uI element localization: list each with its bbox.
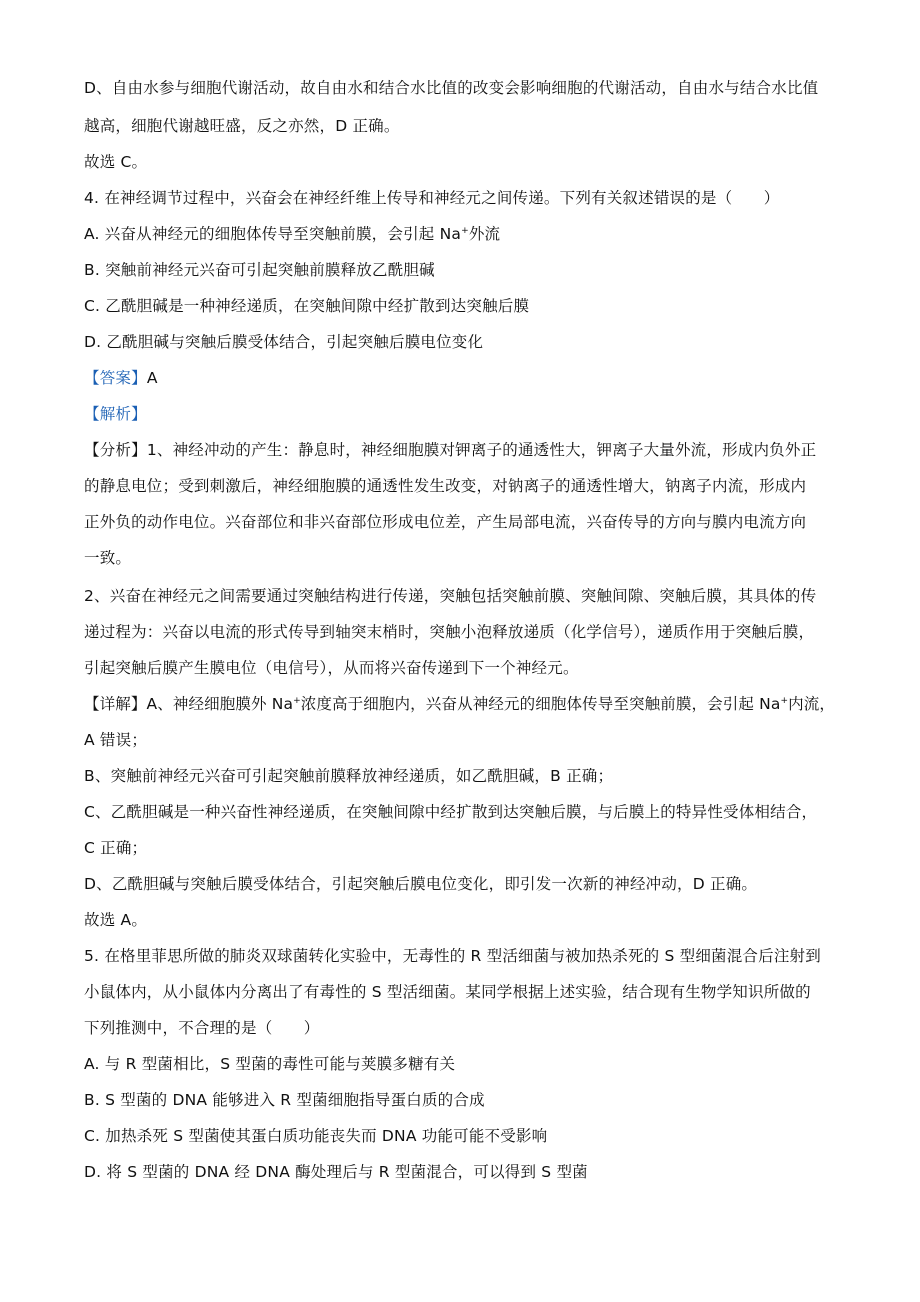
- answer-value: A: [146, 369, 158, 387]
- xiangjie-a-sup2: +: [780, 696, 789, 706]
- answer-label: 【答案】: [84, 369, 147, 387]
- q3-option-d-explanation-line1: D、自由水参与细胞代谢活动，故自由水和结合水比值的改变会影响细胞的代谢活动，自由水与结合水比值: [84, 79, 819, 97]
- q5-option-c: C. 加热杀死 S 型菌使其蛋白质功能丧失而 DNA 功能可能不受影响: [84, 1127, 548, 1145]
- xiangjie-c-line2: C 正确；: [84, 839, 148, 857]
- q4-conclusion: 故选 A。: [84, 911, 148, 929]
- q5-option-a: A. 与 R 型菌相比，S 型菌的毒性可能与荚膜多糖有关: [84, 1055, 456, 1073]
- q5-stem-line3: 下列推测中，不合理的是（ ）: [84, 1019, 320, 1037]
- q3-option-d-explanation-line2: 越高，细胞代谢越旺盛，反之亦然，D 正确。: [84, 117, 400, 135]
- fenxi-label: 【分析】: [84, 441, 147, 459]
- q4-option-a: [84, 224, 844, 244]
- fenxi-p1-line1: 1、神经冲动的产生：静息时，神经细胞膜对钾离子的通透性大，钾离子大量外流，形成内负外正: [146, 441, 817, 459]
- xiangjie-a-mid: 浓度高于细胞内，兴奋从神经元的细胞体传导至突触前膜，会引起 Na: [300, 695, 781, 713]
- fenxi-p2-line2: 递过程为：兴奋以电流的形式传导到轴突末梢时，突触小泡释放递质（化学信号），递质作用于突触后膜，: [84, 623, 815, 641]
- q4-option-b: B. 突触前神经元兴奋可引起突触前膜释放乙酰胆碱: [84, 261, 435, 279]
- xiangjie-a-line1: [84, 694, 838, 714]
- fenxi-p1-line3: 正外负的动作电位。兴奋部位和非兴奋部位形成电位差，产生局部电流，兴奋传导的方向与膜内电流方向: [84, 513, 807, 531]
- q3-conclusion: 故选 C。: [84, 153, 148, 171]
- fenxi-p1-line2: 的静息电位；受到刺激后，神经细胞膜的通透性发生改变，对钠离子的通透性增大，钠离子内流，形成内: [84, 477, 807, 495]
- q4-option-a-superscript: +: [461, 226, 469, 236]
- xiangjie-a-post: 内流，: [788, 695, 836, 713]
- q5-stem-line2: 小鼠体内，从小鼠体内分离出了有毒性的 S 型活细菌。某同学根据上述实验，结合现有生物学知识所做的: [84, 983, 811, 1001]
- fenxi-line1: [84, 440, 838, 460]
- q4-option-d: D. 乙酰胆碱与突触后膜受体结合，引起突触后膜电位变化: [84, 333, 484, 351]
- xiangjie-a-sup1: +: [293, 696, 301, 706]
- q4-option-a-tail: 外流: [468, 225, 501, 243]
- fenxi-p2-line1: 2、兴奋在神经元之间需要通过突触结构进行传递，突触包括突触前膜、突触间隙、突触后膜，其具体的传: [84, 587, 817, 605]
- q4-option-c: C. 乙酰胆碱是一种神经递质，在突触间隙中经扩散到达突触后膜: [84, 297, 530, 315]
- xiangjie-a-line2: A 错误；: [84, 731, 148, 749]
- q4-stem: 4. 在神经调节过程中，兴奋会在神经纤维上传导和神经元之间传递。下列有关叙述错误的是（ ）: [84, 189, 780, 207]
- xiangjie-b: B、突触前神经元兴奋可引起突触前膜释放神经递质，如乙酰胆碱，B 正确；: [84, 767, 614, 785]
- q4-option-a-text: A. 兴奋从神经元的细胞体传导至突触前膜，会引起 Na: [84, 225, 462, 243]
- q4-answer: [84, 368, 844, 388]
- q5-stem-line1: 5. 在格里菲思所做的肺炎双球菌转化实验中，无毒性的 R 型活细菌与被加热杀死的 S 型细菌混合后注射到: [84, 947, 821, 965]
- analysis-label-text: 【解析】: [84, 405, 147, 423]
- analysis-label: [84, 404, 844, 424]
- fenxi-p2-line3: 引起突触后膜产生膜电位（电信号），从而将兴奋传递到下一个神经元。: [84, 659, 579, 677]
- xiangjie-c-line1: C、乙酰胆碱是一种兴奋性神经递质，在突触间隙中经扩散到达突触后膜，与后膜上的特异性受体相结合，: [84, 803, 818, 821]
- xiangjie-a-pre: A、神经细胞膜外 Na: [146, 695, 294, 713]
- xiangjie-d: D、乙酰胆碱与突触后膜受体结合，引起突触后膜电位变化，即引发一次新的神经冲动，D 正确。: [84, 875, 758, 893]
- fenxi-p1-line4: 一致。: [84, 549, 132, 567]
- q5-option-d: D. 将 S 型菌的 DNA 经 DNA 酶处理后与 R 型菌混合，可以得到 S 型菌: [84, 1163, 588, 1181]
- xiangjie-label: 【详解】: [84, 695, 147, 713]
- q5-option-b: B. S 型菌的 DNA 能够进入 R 型菌细胞指导蛋白质的合成: [84, 1091, 485, 1109]
